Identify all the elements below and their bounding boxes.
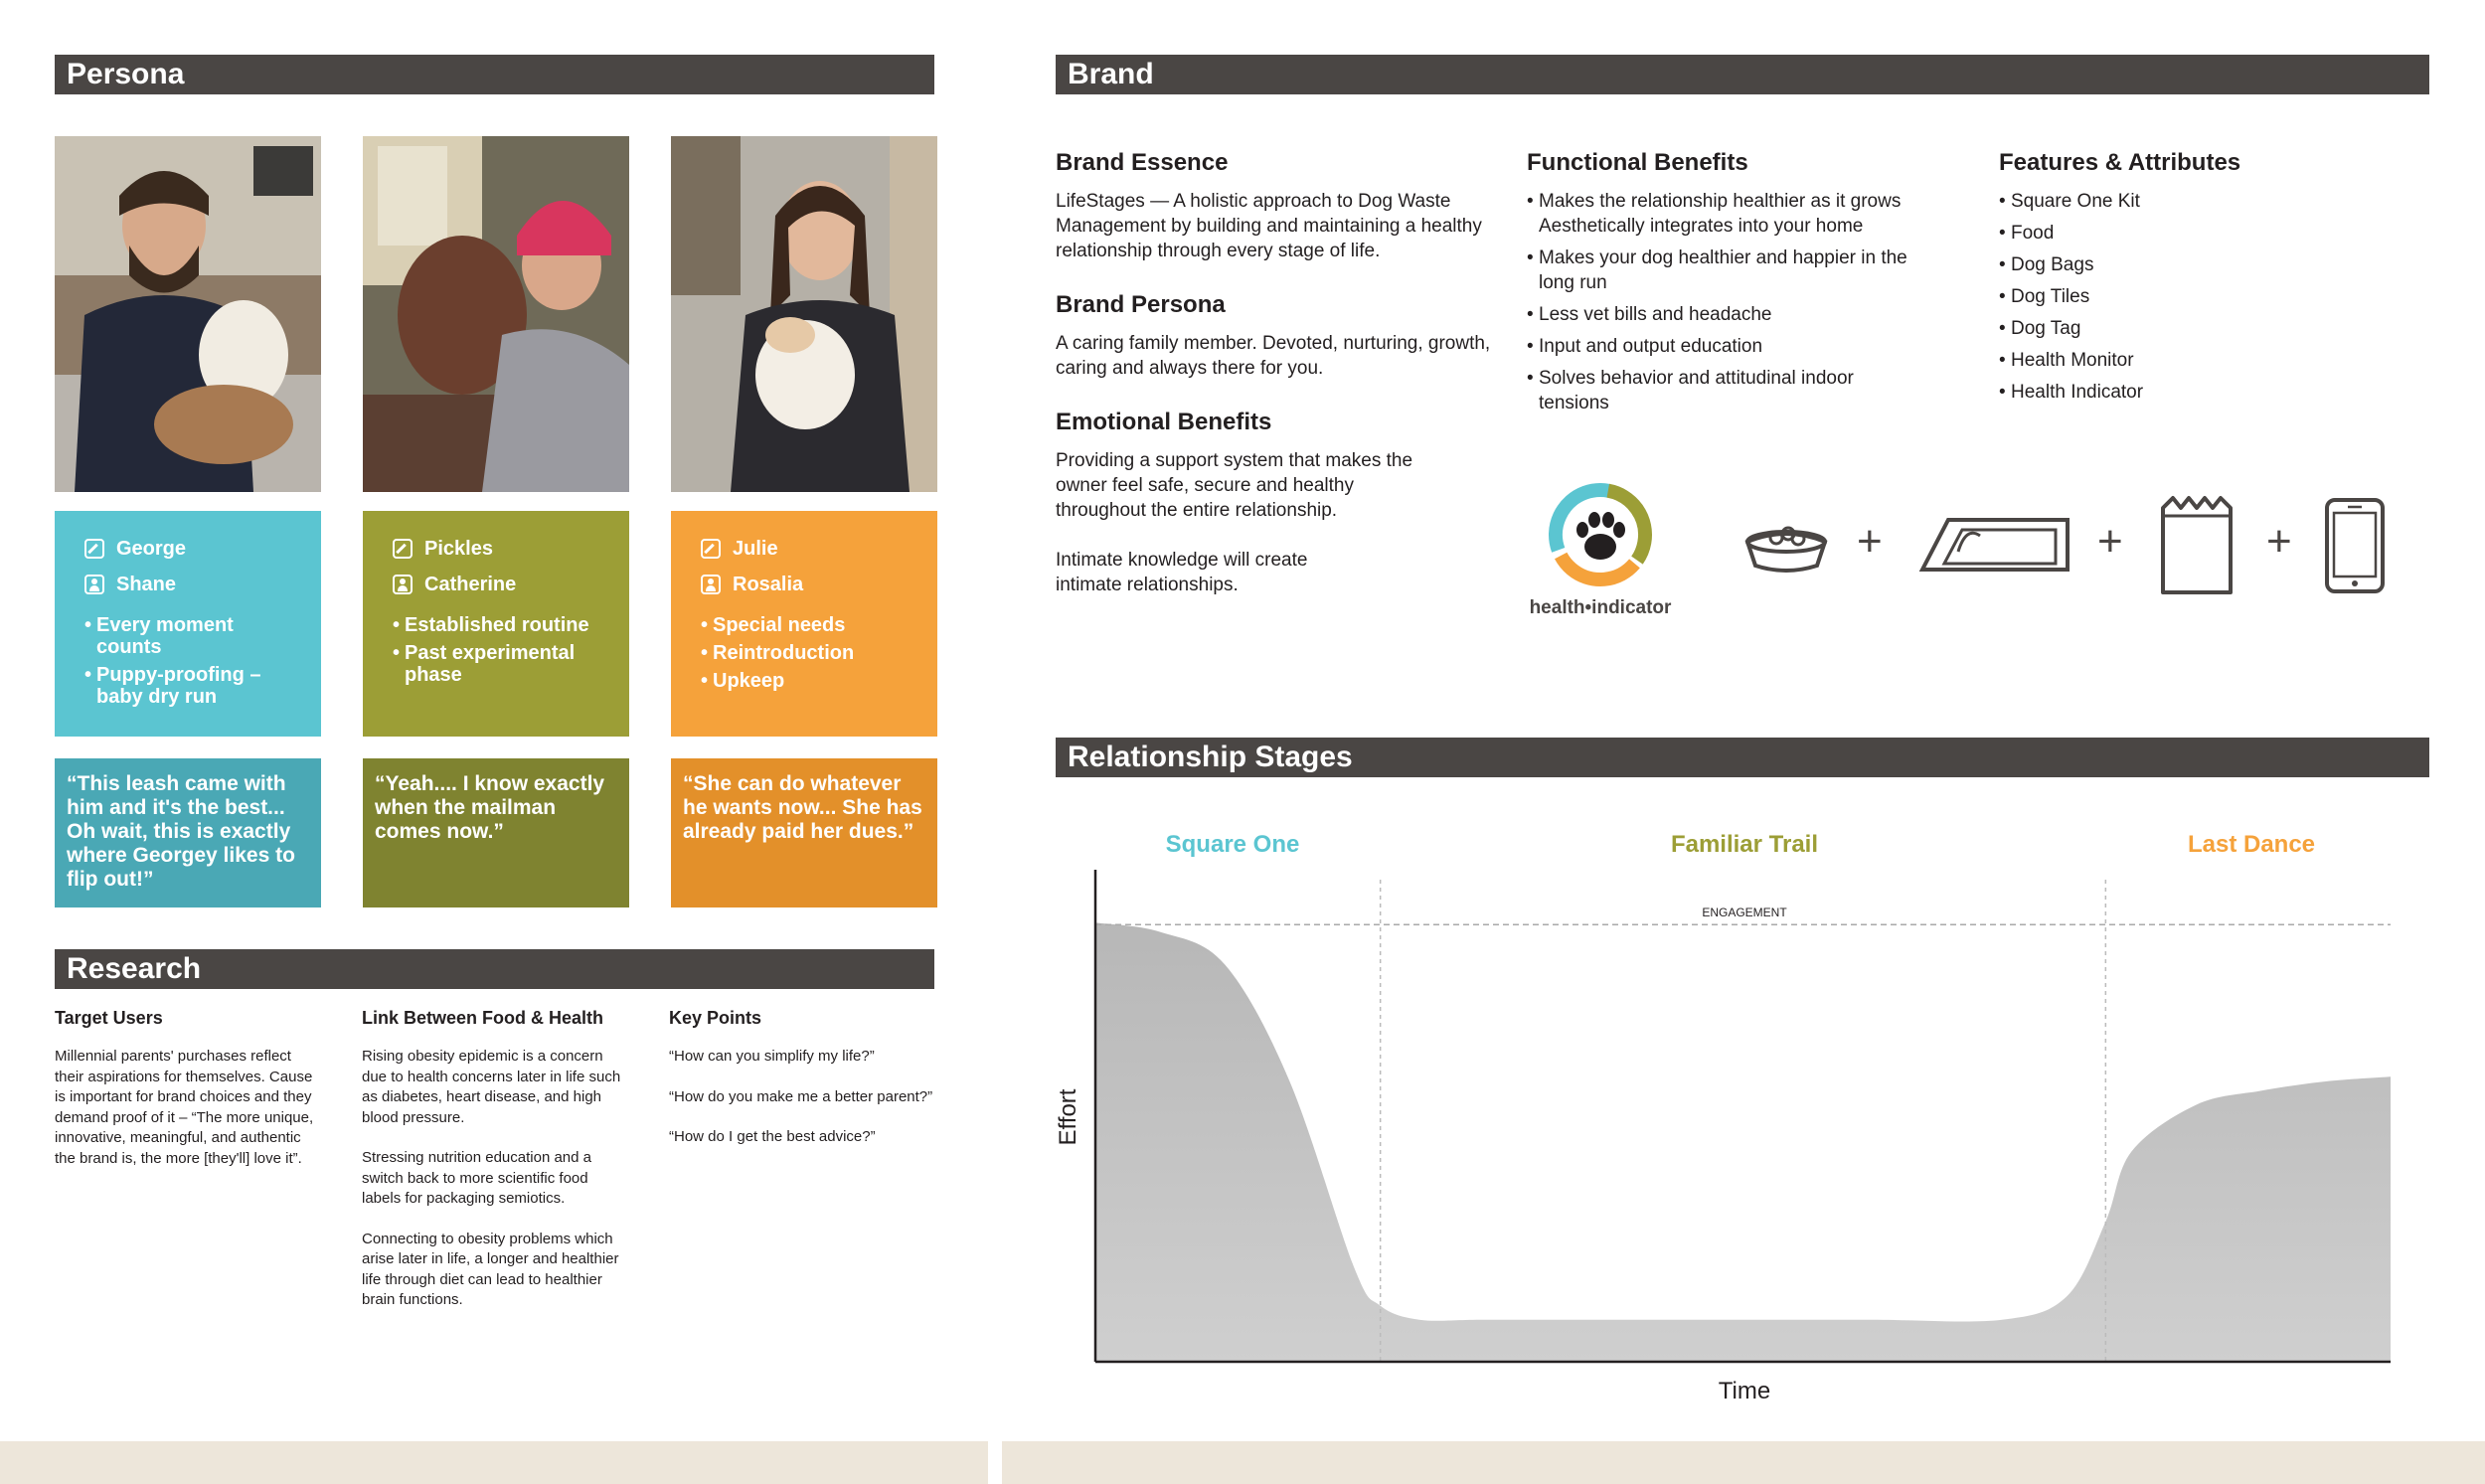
- user-icon: [393, 575, 413, 594]
- research-column-title: Link Between Food & Health: [362, 1008, 604, 1028]
- feature-item: • Dog Tiles: [1999, 284, 2397, 309]
- chart-x-label: Time: [1718, 1378, 1771, 1404]
- persona-point: • Every moment counts: [84, 614, 301, 658]
- research-heading: Research: [55, 949, 934, 989]
- footer-strip-left: [0, 1441, 988, 1484]
- brand-essence-column: [1056, 149, 1503, 597]
- research-target-users: [55, 1008, 323, 1189]
- functional-benefit: • Input and output education: [1527, 334, 1974, 359]
- research-paragraph: “How do you make me a better parent?”: [669, 1087, 933, 1105]
- plus-sign: +: [1857, 517, 1883, 566]
- brand-heading: Brand: [1056, 55, 2429, 94]
- persona-photo-catherine: [363, 136, 629, 492]
- functional-benefit: • Makes your dog healthier and happier in the long run: [1527, 246, 1924, 295]
- persona-quote-julie: “She can do whatever he wants now... She has already paid her dues.”: [671, 758, 937, 907]
- features-column: [1999, 149, 2397, 412]
- persona-quote-george: “This leash came with him and it's the best... Oh wait, this is exactly where Georgey likes to flip out!”: [55, 758, 321, 907]
- research-column-title: Key Points: [669, 1008, 762, 1028]
- plus-sign: +: [2097, 517, 2123, 566]
- functional-benefits-title: Functional Benefits: [1527, 149, 1748, 176]
- persona-heading: Persona: [55, 55, 934, 94]
- dog-tile-icon: [1918, 512, 2072, 577]
- research-column-title: Target Users: [55, 1008, 163, 1028]
- persona-card-george: [55, 511, 321, 737]
- emotional-benefits-text: Intimate knowledge will create intimate relationships.: [1056, 550, 1308, 595]
- brand-essence-title: Brand Essence: [1056, 149, 1229, 176]
- feature-item: • Health Monitor: [1999, 348, 2397, 373]
- persona-photo-shane: [55, 136, 321, 492]
- persona-point: • Established routine: [393, 614, 609, 636]
- feature-item: • Food: [1999, 221, 2397, 246]
- owner-name: Shane: [116, 573, 177, 595]
- phone-icon: [2324, 497, 2386, 594]
- edit-icon: [84, 539, 104, 559]
- health-indicator-logo: [1521, 475, 1680, 619]
- feature-item: • Dog Tag: [1999, 316, 2397, 341]
- user-icon: [84, 575, 104, 594]
- relationship-stages-heading: Relationship Stages: [1056, 738, 2429, 777]
- persona-photo-rosalia: [671, 136, 937, 492]
- edit-icon: [701, 539, 721, 559]
- functional-benefit: • Less vet bills and headache: [1527, 302, 1974, 327]
- persona-point: • Past experimental phase: [393, 642, 609, 686]
- emotional-benefits-title: Emotional Benefits: [1056, 409, 1272, 435]
- stage-label-square-one: Square One: [1165, 831, 1300, 858]
- feature-item: • Dog Bags: [1999, 252, 2397, 277]
- functional-benefit: • Solves behavior and attitudinal indoor tensions: [1527, 366, 1855, 415]
- functional-benefit: • Makes the relationship healthier as it grows Aesthetically integrates into your home: [1527, 189, 1954, 239]
- brand-persona-text: A caring family member. Devoted, nurturing, growth, caring and always there for you.: [1056, 333, 1491, 379]
- persona-point: • Special needs: [701, 614, 917, 636]
- feature-item: • Health Indicator: [1999, 380, 2397, 405]
- dog-bowl-icon: [1741, 512, 1831, 577]
- footer-strip-right: [1002, 1441, 2485, 1484]
- features-title: Features & Attributes: [1999, 149, 2241, 176]
- owner-name: Rosalia: [733, 573, 804, 595]
- edit-icon: [393, 539, 413, 559]
- brand-persona-title: Brand Persona: [1056, 291, 1226, 318]
- brand-essence-text: LifeStages — A holistic approach to Dog Waste Management by building and maintaining a healthy relationship through every stage of life.: [1056, 191, 1482, 261]
- persona-point: • Reintroduction: [701, 642, 917, 664]
- feature-item: • Square One Kit: [1999, 189, 2397, 214]
- dog-name: George: [116, 537, 187, 560]
- research-key-points: [669, 1008, 937, 1168]
- research-paragraph: Connecting to obesity problems which arise later in life, a longer and healthier life through diet can lead to healthier brain functions.: [362, 1230, 619, 1308]
- research-food-health: [362, 1008, 630, 1331]
- emotional-benefits-text: Providing a support system that makes the owner feel safe, secure and healthy throughout the entire relationship.: [1056, 450, 1413, 521]
- owner-name: Catherine: [424, 573, 517, 595]
- dog-bag-icon: [2157, 494, 2236, 596]
- persona-point: • Puppy-proofing – baby dry run: [84, 664, 301, 708]
- research-paragraph: “How can you simplify my life?”: [669, 1048, 875, 1065]
- engagement-label: ENGAGEMENT: [1702, 906, 1787, 919]
- stage-label-familiar-trail: Familiar Trail: [1670, 831, 1819, 858]
- paw-icon: [1521, 475, 1680, 594]
- research-paragraph: Millennial parents' purchases reflect their aspirations for themselves. Cause is important for brand choices and they demand proof of it – “The more unique, innovative, meaningful, and authentic the brand is, the more [they'll] love it”.: [55, 1048, 314, 1167]
- persona-card-julie: [671, 511, 937, 737]
- effort-area: [1095, 922, 2391, 1362]
- dog-name: Julie: [733, 537, 778, 560]
- persona-point: • Upkeep: [701, 670, 917, 692]
- stage-label-last-dance: Last Dance: [2187, 831, 2316, 858]
- functional-benefits-column: [1527, 149, 1974, 422]
- user-icon: [701, 575, 721, 594]
- persona-quote-pickles: “Yeah.... I know exactly when the mailman comes now.”: [363, 758, 629, 907]
- persona-card-pickles: [363, 511, 629, 737]
- research-paragraph: Stressing nutrition education and a switch back to more scientific food labels for packaging semiotics.: [362, 1149, 591, 1207]
- chart-y-label: Effort: [1055, 1088, 1081, 1146]
- plus-sign: +: [2266, 517, 2292, 566]
- dog-name: Pickles: [424, 537, 493, 560]
- research-paragraph: “How do I get the best advice?”: [669, 1128, 876, 1145]
- research-paragraph: Rising obesity epidemic is a concern due to health concerns later in life such as diabetes, heart disease, and high blood pressure.: [362, 1048, 621, 1126]
- relationship-stages-chart: [1093, 865, 2405, 1372]
- health-indicator-label: health•indicator: [1529, 597, 1672, 618]
